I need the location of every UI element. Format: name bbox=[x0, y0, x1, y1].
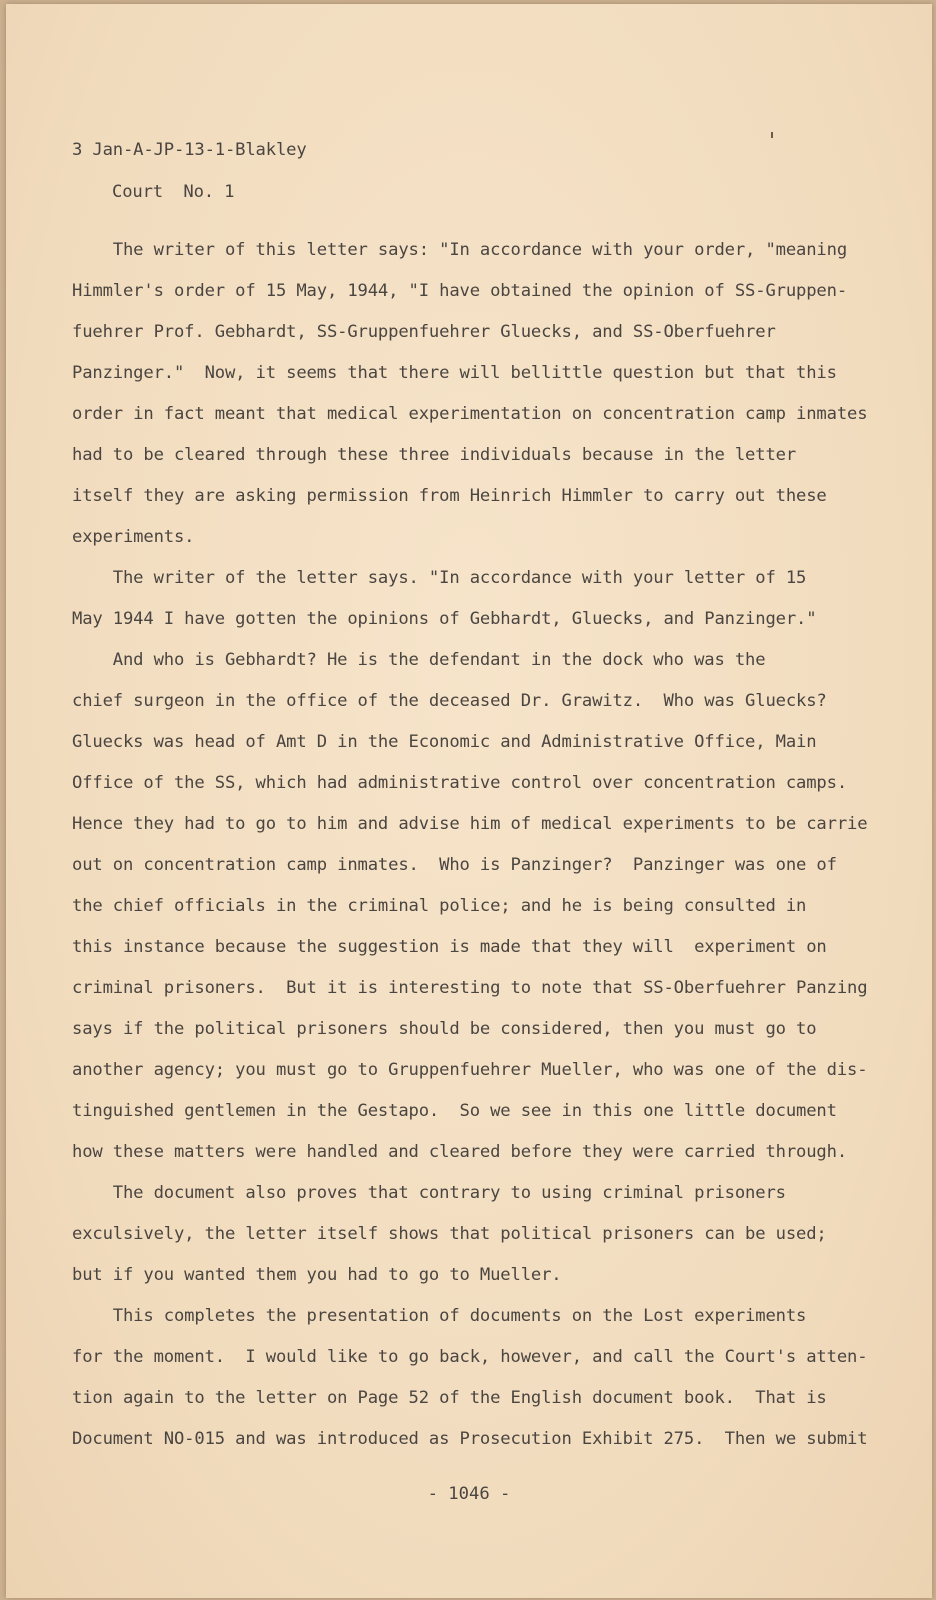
text-line: Hence they had to go to him and advise him of medical experiments to be carrie bbox=[72, 814, 868, 834]
text-line: Office of the SS, which had administrative control over concentration camps. bbox=[72, 773, 848, 793]
text-line: but if you wanted them you had to go to Mueller. bbox=[72, 1265, 562, 1285]
text-line: for the moment. I would like to go back, however, and call the Court's atten- bbox=[72, 1347, 868, 1367]
text-line: Panzinger." Now, it seems that there will bellittle question but that this bbox=[72, 363, 837, 383]
page-number: - 1046 - bbox=[427, 1484, 511, 1504]
court-number: Court No. 1 bbox=[112, 182, 235, 202]
text-line: experiments. bbox=[72, 527, 195, 547]
text-line: The writer of this letter says: "In accordance with your order, "meaning bbox=[72, 240, 848, 260]
text-line: itself they are asking permission from Heinrich Himmler to carry out these bbox=[72, 486, 827, 506]
text-line: criminal prisoners. But it is interesting to note that SS-Oberfuehrer Panzing bbox=[72, 978, 868, 998]
document-reference: 3 Jan-A-JP-13-1-Blakley bbox=[72, 140, 307, 160]
text-line: tion again to the letter on Page 52 of the English document book. That is bbox=[72, 1388, 827, 1408]
text-line: Himmler's order of 15 May, 1944, "I have obtained the opinion of SS-Gruppen- bbox=[72, 281, 848, 301]
text-line: And who is Gebhardt? He is the defendant in the dock who was the bbox=[72, 650, 766, 670]
text-line: May 1944 I have gotten the opinions of Gebhardt, Gluecks, and Panzinger." bbox=[72, 609, 817, 629]
text-line: exculsively, the letter itself shows that political prisoners can be used; bbox=[72, 1224, 827, 1244]
text-line: This completes the presentation of documents on the Lost experiments bbox=[72, 1306, 807, 1326]
text-line: fuehrer Prof. Gebhardt, SS-Gruppenfuehrer Gluecks, and SS-Oberfuehrer bbox=[72, 322, 776, 342]
paper-mark bbox=[771, 132, 773, 138]
text-line: the chief officials in the criminal police; and he is being consulted in bbox=[72, 896, 807, 916]
text-line: Document NO-015 and was introduced as Prosecution Exhibit 275. Then we submit bbox=[72, 1429, 868, 1449]
text-line: had to be cleared through these three individuals because in the letter bbox=[72, 445, 797, 465]
text-line: The document also proves that contrary to using criminal prisoners bbox=[72, 1183, 786, 1203]
document-page bbox=[6, 4, 932, 1598]
text-line: another agency; you must go to Gruppenfuehrer Mueller, who was one of the dis- bbox=[72, 1060, 868, 1080]
text-line: chief surgeon in the office of the deceased Dr. Grawitz. Who was Gluecks? bbox=[72, 691, 827, 711]
text-line: Gluecks was head of Amt D in the Economic and Administrative Office, Main bbox=[72, 732, 817, 752]
text-line: out on concentration camp inmates. Who is Panzinger? Panzinger was one of bbox=[72, 855, 837, 875]
text-line: says if the political prisoners should be considered, then you must go to bbox=[72, 1019, 817, 1039]
text-line: tinguished gentlemen in the Gestapo. So we see in this one little document bbox=[72, 1101, 837, 1121]
text-line: The writer of the letter says. "In accordance with your letter of 15 bbox=[72, 568, 807, 588]
text-line: order in fact meant that medical experimentation on concentration camp inmates bbox=[72, 404, 868, 424]
text-line: how these matters were handled and cleared before they were carried through. bbox=[72, 1142, 848, 1162]
text-line: this instance because the suggestion is made that they will experiment on bbox=[72, 937, 827, 957]
